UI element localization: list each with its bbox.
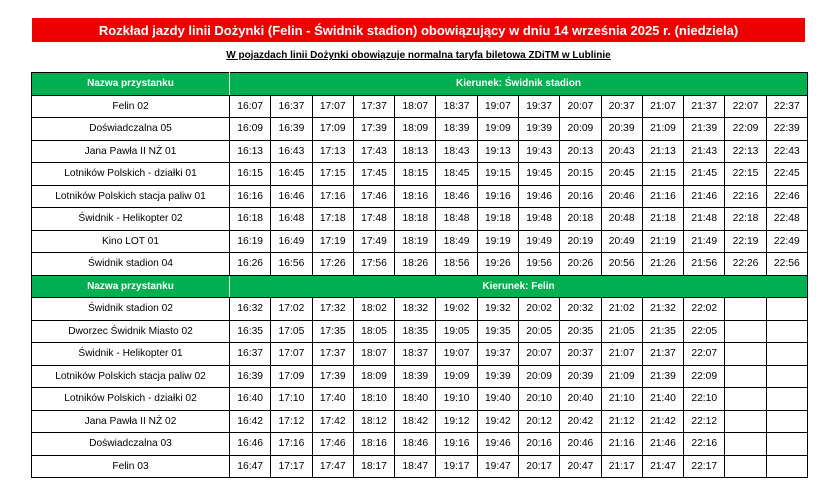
departure-time: 21:35 bbox=[642, 320, 683, 343]
table-row bbox=[32, 230, 808, 253]
departure-time: 19:17 bbox=[436, 455, 477, 478]
departure-time: 20:48 bbox=[601, 208, 642, 231]
table-row bbox=[32, 208, 808, 231]
departure-time: 16:32 bbox=[230, 298, 271, 321]
departure-time: 21:07 bbox=[601, 343, 642, 366]
departure-time: 18:42 bbox=[395, 410, 436, 433]
departure-time: 19:43 bbox=[518, 140, 559, 163]
departure-time: 19:12 bbox=[436, 410, 477, 433]
departure-time: 16:39 bbox=[230, 365, 271, 388]
departure-time: 16:09 bbox=[230, 118, 271, 141]
departure-time: 18:37 bbox=[395, 343, 436, 366]
departure-time: 18:05 bbox=[353, 320, 394, 343]
table-row bbox=[32, 365, 808, 388]
departure-time: 16:42 bbox=[230, 410, 271, 433]
departure-time: 16:46 bbox=[271, 185, 312, 208]
departure-time: 18:37 bbox=[436, 95, 477, 118]
departure-time: 16:07 bbox=[230, 95, 271, 118]
stop-name: Doświadczalna 05 bbox=[32, 118, 230, 141]
departure-time: 21:56 bbox=[684, 253, 725, 276]
departure-time bbox=[725, 343, 766, 366]
departure-time: 16:45 bbox=[271, 163, 312, 186]
departure-time: 20:39 bbox=[601, 118, 642, 141]
departure-time: 22:43 bbox=[766, 140, 807, 163]
stop-name: Świdnik - Helikopter 01 bbox=[32, 343, 230, 366]
departure-time bbox=[766, 320, 807, 343]
departure-time: 18:43 bbox=[436, 140, 477, 163]
departure-time: 18:07 bbox=[395, 95, 436, 118]
departure-time: 19:47 bbox=[477, 455, 518, 478]
departure-time: 17:39 bbox=[312, 365, 353, 388]
departure-time: 19:15 bbox=[477, 163, 518, 186]
table-row bbox=[32, 118, 808, 141]
departure-time: 17:42 bbox=[312, 410, 353, 433]
direction-header-row bbox=[32, 275, 808, 298]
departure-time: 18:17 bbox=[353, 455, 394, 478]
departure-time: 21:43 bbox=[684, 140, 725, 163]
departure-time: 17:46 bbox=[353, 185, 394, 208]
departure-time: 21:07 bbox=[642, 95, 683, 118]
departure-time: 21:42 bbox=[642, 410, 683, 433]
departure-time bbox=[725, 298, 766, 321]
departure-time: 22:02 bbox=[684, 298, 725, 321]
departure-time: 18:16 bbox=[353, 433, 394, 456]
departure-time: 22:49 bbox=[766, 230, 807, 253]
stop-name: Lotników Polskich stacja paliw 01 bbox=[32, 185, 230, 208]
departure-time bbox=[766, 343, 807, 366]
departure-time: 20:10 bbox=[518, 388, 559, 411]
departure-time: 22:46 bbox=[766, 185, 807, 208]
table-row bbox=[32, 298, 808, 321]
departure-time: 21:15 bbox=[642, 163, 683, 186]
departure-time: 22:18 bbox=[725, 208, 766, 231]
departure-time: 22:16 bbox=[725, 185, 766, 208]
departure-time: 17:47 bbox=[312, 455, 353, 478]
table-row bbox=[32, 433, 808, 456]
departure-time: 19:40 bbox=[477, 388, 518, 411]
table-row bbox=[32, 253, 808, 276]
departure-time: 16:15 bbox=[230, 163, 271, 186]
table-row bbox=[32, 140, 808, 163]
stop-name: Jana Pawła II NŻ 02 bbox=[32, 410, 230, 433]
departure-time: 19:07 bbox=[477, 95, 518, 118]
departure-time: 19:07 bbox=[436, 343, 477, 366]
departure-time: 18:02 bbox=[353, 298, 394, 321]
table-row bbox=[32, 410, 808, 433]
departure-time: 20:17 bbox=[518, 455, 559, 478]
table-row bbox=[32, 455, 808, 478]
departure-time: 17:09 bbox=[312, 118, 353, 141]
departure-time: 21:49 bbox=[684, 230, 725, 253]
departure-time: 19:46 bbox=[518, 185, 559, 208]
departure-time: 17:26 bbox=[312, 253, 353, 276]
departure-time: 16:18 bbox=[230, 208, 271, 231]
departure-time: 16:48 bbox=[271, 208, 312, 231]
departure-time: 21:13 bbox=[642, 140, 683, 163]
stop-name: Świdnik - Helikopter 02 bbox=[32, 208, 230, 231]
table-row bbox=[32, 388, 808, 411]
departure-time: 18:48 bbox=[436, 208, 477, 231]
departure-time: 21:02 bbox=[601, 298, 642, 321]
departure-time: 21:09 bbox=[601, 365, 642, 388]
departure-time: 21:10 bbox=[601, 388, 642, 411]
departure-time: 20:37 bbox=[560, 343, 601, 366]
departure-time: 22:07 bbox=[684, 343, 725, 366]
departure-time bbox=[766, 388, 807, 411]
departure-time: 17:09 bbox=[271, 365, 312, 388]
departure-time: 20:19 bbox=[560, 230, 601, 253]
departure-time: 20:12 bbox=[518, 410, 559, 433]
departure-time: 21:47 bbox=[642, 455, 683, 478]
departure-time: 16:37 bbox=[230, 343, 271, 366]
departure-time: 21:32 bbox=[642, 298, 683, 321]
departure-time bbox=[766, 455, 807, 478]
departure-time: 18:15 bbox=[395, 163, 436, 186]
departure-time bbox=[725, 320, 766, 343]
timetable bbox=[31, 72, 808, 478]
departure-time: 22:19 bbox=[725, 230, 766, 253]
departure-time: 19:49 bbox=[518, 230, 559, 253]
departure-time: 22:05 bbox=[684, 320, 725, 343]
departure-time: 21:37 bbox=[642, 343, 683, 366]
stop-name: Lotników Polskich stacja paliw 02 bbox=[32, 365, 230, 388]
departure-time: 17:39 bbox=[353, 118, 394, 141]
departure-time: 20:07 bbox=[518, 343, 559, 366]
departure-time: 16:49 bbox=[271, 230, 312, 253]
departure-time: 17:19 bbox=[312, 230, 353, 253]
departure-time: 20:09 bbox=[560, 118, 601, 141]
departure-time: 19:26 bbox=[477, 253, 518, 276]
stop-name-header: Nazwa przystanku bbox=[32, 275, 230, 298]
departure-time: 18:45 bbox=[436, 163, 477, 186]
departure-time: 18:18 bbox=[395, 208, 436, 231]
departure-time: 21:45 bbox=[684, 163, 725, 186]
departure-time: 21:46 bbox=[642, 433, 683, 456]
departure-time: 19:16 bbox=[436, 433, 477, 456]
departure-time: 18:10 bbox=[353, 388, 394, 411]
departure-time: 18:32 bbox=[395, 298, 436, 321]
departure-time: 20:18 bbox=[560, 208, 601, 231]
departure-time: 21:26 bbox=[642, 253, 683, 276]
departure-time: 19:09 bbox=[436, 365, 477, 388]
departure-time bbox=[766, 365, 807, 388]
departure-time bbox=[766, 433, 807, 456]
departure-time: 17:07 bbox=[271, 343, 312, 366]
departure-time: 19:46 bbox=[477, 433, 518, 456]
departure-time: 19:32 bbox=[477, 298, 518, 321]
departure-time: 19:48 bbox=[518, 208, 559, 231]
departure-time: 21:18 bbox=[642, 208, 683, 231]
departure-time: 18:46 bbox=[436, 185, 477, 208]
departure-time: 19:35 bbox=[477, 320, 518, 343]
table-row bbox=[32, 163, 808, 186]
departure-time: 17:18 bbox=[312, 208, 353, 231]
departure-time: 21:19 bbox=[642, 230, 683, 253]
departure-time: 17:45 bbox=[353, 163, 394, 186]
departure-time: 20:16 bbox=[518, 433, 559, 456]
departure-time: 21:39 bbox=[642, 365, 683, 388]
departure-time: 20:43 bbox=[601, 140, 642, 163]
departure-time: 21:17 bbox=[601, 455, 642, 478]
departure-time: 22:09 bbox=[725, 118, 766, 141]
departure-time: 16:39 bbox=[271, 118, 312, 141]
departure-time: 16:16 bbox=[230, 185, 271, 208]
departure-time: 19:39 bbox=[518, 118, 559, 141]
departure-time: 22:17 bbox=[684, 455, 725, 478]
departure-time: 16:47 bbox=[230, 455, 271, 478]
departure-time: 18:49 bbox=[436, 230, 477, 253]
departure-time: 18:07 bbox=[353, 343, 394, 366]
departure-time bbox=[725, 365, 766, 388]
departure-time: 20:45 bbox=[601, 163, 642, 186]
departure-time: 19:02 bbox=[436, 298, 477, 321]
departure-time: 20:02 bbox=[518, 298, 559, 321]
departure-time: 18:16 bbox=[395, 185, 436, 208]
departure-time: 17:48 bbox=[353, 208, 394, 231]
departure-time: 18:47 bbox=[395, 455, 436, 478]
departure-time: 19:05 bbox=[436, 320, 477, 343]
departure-time: 20:07 bbox=[560, 95, 601, 118]
departure-time bbox=[725, 410, 766, 433]
departure-time: 16:43 bbox=[271, 140, 312, 163]
departure-time bbox=[766, 410, 807, 433]
departure-time: 16:56 bbox=[271, 253, 312, 276]
direction-label: Kierunek: Świdnik stadion bbox=[230, 73, 808, 96]
departure-time: 18:09 bbox=[395, 118, 436, 141]
departure-time: 20:40 bbox=[560, 388, 601, 411]
departure-time: 22:26 bbox=[725, 253, 766, 276]
departure-time: 18:40 bbox=[395, 388, 436, 411]
departure-time: 18:19 bbox=[395, 230, 436, 253]
departure-time: 16:19 bbox=[230, 230, 271, 253]
departure-time: 17:17 bbox=[271, 455, 312, 478]
departure-time: 16:40 bbox=[230, 388, 271, 411]
departure-time bbox=[725, 433, 766, 456]
departure-time: 17:37 bbox=[353, 95, 394, 118]
departure-time: 19:39 bbox=[477, 365, 518, 388]
stop-name: Lotników Polskich - działki 01 bbox=[32, 163, 230, 186]
departure-time: 20:39 bbox=[560, 365, 601, 388]
departure-time: 20:16 bbox=[560, 185, 601, 208]
stop-name: Dworzec Świdnik Miasto 02 bbox=[32, 320, 230, 343]
departure-time: 17:43 bbox=[353, 140, 394, 163]
departure-time: 22:13 bbox=[725, 140, 766, 163]
table-row bbox=[32, 320, 808, 343]
departure-time: 19:13 bbox=[477, 140, 518, 163]
departure-time: 18:46 bbox=[395, 433, 436, 456]
departure-time: 20:42 bbox=[560, 410, 601, 433]
departure-time: 20:15 bbox=[560, 163, 601, 186]
departure-time: 18:56 bbox=[436, 253, 477, 276]
departure-time: 22:07 bbox=[725, 95, 766, 118]
table-row bbox=[32, 185, 808, 208]
departure-time: 20:47 bbox=[560, 455, 601, 478]
departure-time: 21:39 bbox=[684, 118, 725, 141]
departure-time: 20:56 bbox=[601, 253, 642, 276]
stop-name: Lotników Polskich - działki 02 bbox=[32, 388, 230, 411]
departure-time: 19:16 bbox=[477, 185, 518, 208]
departure-time: 22:56 bbox=[766, 253, 807, 276]
departure-time: 17:46 bbox=[312, 433, 353, 456]
departure-time: 17:40 bbox=[312, 388, 353, 411]
table-row bbox=[32, 95, 808, 118]
stop-name: Felin 02 bbox=[32, 95, 230, 118]
departure-time: 17:37 bbox=[312, 343, 353, 366]
departure-time: 22:09 bbox=[684, 365, 725, 388]
departure-time: 21:05 bbox=[601, 320, 642, 343]
stop-name: Kino LOT 01 bbox=[32, 230, 230, 253]
departure-time: 19:18 bbox=[477, 208, 518, 231]
departure-time: 19:42 bbox=[477, 410, 518, 433]
departure-time: 19:10 bbox=[436, 388, 477, 411]
departure-time: 16:37 bbox=[271, 95, 312, 118]
stop-name: Świdnik stadion 04 bbox=[32, 253, 230, 276]
departure-time: 22:48 bbox=[766, 208, 807, 231]
departure-time: 18:39 bbox=[395, 365, 436, 388]
departure-time bbox=[766, 298, 807, 321]
departure-time: 22:37 bbox=[766, 95, 807, 118]
departure-time: 17:10 bbox=[271, 388, 312, 411]
departure-time bbox=[725, 388, 766, 411]
departure-time: 16:46 bbox=[230, 433, 271, 456]
departure-time bbox=[725, 455, 766, 478]
departure-time: 16:26 bbox=[230, 253, 271, 276]
table-row bbox=[32, 343, 808, 366]
departure-time: 17:02 bbox=[271, 298, 312, 321]
departure-time: 22:10 bbox=[684, 388, 725, 411]
departure-time: 21:16 bbox=[601, 433, 642, 456]
departure-time: 19:37 bbox=[518, 95, 559, 118]
departure-time: 20:37 bbox=[601, 95, 642, 118]
departure-time: 18:12 bbox=[353, 410, 394, 433]
departure-time: 21:40 bbox=[642, 388, 683, 411]
departure-time: 20:26 bbox=[560, 253, 601, 276]
fare-notice: W pojazdach linii Dożynki obowiązuje normalna taryfa biletowa ZDiTM w Lublinie bbox=[226, 50, 611, 61]
departure-time: 20:13 bbox=[560, 140, 601, 163]
departure-time: 18:13 bbox=[395, 140, 436, 163]
departure-time: 18:39 bbox=[436, 118, 477, 141]
stop-name: Felin 03 bbox=[32, 455, 230, 478]
departure-time: 17:16 bbox=[312, 185, 353, 208]
departure-time: 22:15 bbox=[725, 163, 766, 186]
departure-time: 16:35 bbox=[230, 320, 271, 343]
departure-time: 17:56 bbox=[353, 253, 394, 276]
departure-time: 20:05 bbox=[518, 320, 559, 343]
departure-time: 17:49 bbox=[353, 230, 394, 253]
direction-header-row bbox=[32, 73, 808, 96]
departure-time: 17:13 bbox=[312, 140, 353, 163]
departure-time: 20:09 bbox=[518, 365, 559, 388]
departure-time: 20:46 bbox=[560, 433, 601, 456]
stop-name: Jana Pawła II NŻ 01 bbox=[32, 140, 230, 163]
departure-time: 22:45 bbox=[766, 163, 807, 186]
departure-time: 19:37 bbox=[477, 343, 518, 366]
departure-time: 18:09 bbox=[353, 365, 394, 388]
departure-time: 21:16 bbox=[642, 185, 683, 208]
timetable-title: Rozkład jazdy linii Dożynki (Felin - Świdnik stadion) obowiązujący w dniu 14 września 2025 r. (niedziela) bbox=[32, 18, 805, 42]
departure-time: 21:48 bbox=[684, 208, 725, 231]
departure-time: 17:32 bbox=[312, 298, 353, 321]
stop-name: Świdnik stadion 02 bbox=[32, 298, 230, 321]
departure-time: 19:56 bbox=[518, 253, 559, 276]
departure-time: 21:46 bbox=[684, 185, 725, 208]
departure-time: 20:35 bbox=[560, 320, 601, 343]
departure-time: 19:45 bbox=[518, 163, 559, 186]
stop-name-header: Nazwa przystanku bbox=[32, 73, 230, 96]
departure-time: 20:49 bbox=[601, 230, 642, 253]
departure-time: 22:12 bbox=[684, 410, 725, 433]
departure-time: 21:09 bbox=[642, 118, 683, 141]
departure-time: 18:26 bbox=[395, 253, 436, 276]
departure-time: 19:09 bbox=[477, 118, 518, 141]
departure-time: 20:46 bbox=[601, 185, 642, 208]
departure-time: 22:16 bbox=[684, 433, 725, 456]
direction-label: Kierunek: Felin bbox=[230, 275, 808, 298]
departure-time: 21:37 bbox=[684, 95, 725, 118]
departure-time: 21:12 bbox=[601, 410, 642, 433]
departure-time: 17:12 bbox=[271, 410, 312, 433]
departure-time: 17:15 bbox=[312, 163, 353, 186]
departure-time: 22:39 bbox=[766, 118, 807, 141]
departure-time: 17:07 bbox=[312, 95, 353, 118]
departure-time: 16:13 bbox=[230, 140, 271, 163]
departure-time: 17:35 bbox=[312, 320, 353, 343]
departure-time: 20:32 bbox=[560, 298, 601, 321]
stop-name: Doświadczalna 03 bbox=[32, 433, 230, 456]
departure-time: 18:35 bbox=[395, 320, 436, 343]
departure-time: 17:05 bbox=[271, 320, 312, 343]
departure-time: 19:19 bbox=[477, 230, 518, 253]
departure-time: 17:16 bbox=[271, 433, 312, 456]
